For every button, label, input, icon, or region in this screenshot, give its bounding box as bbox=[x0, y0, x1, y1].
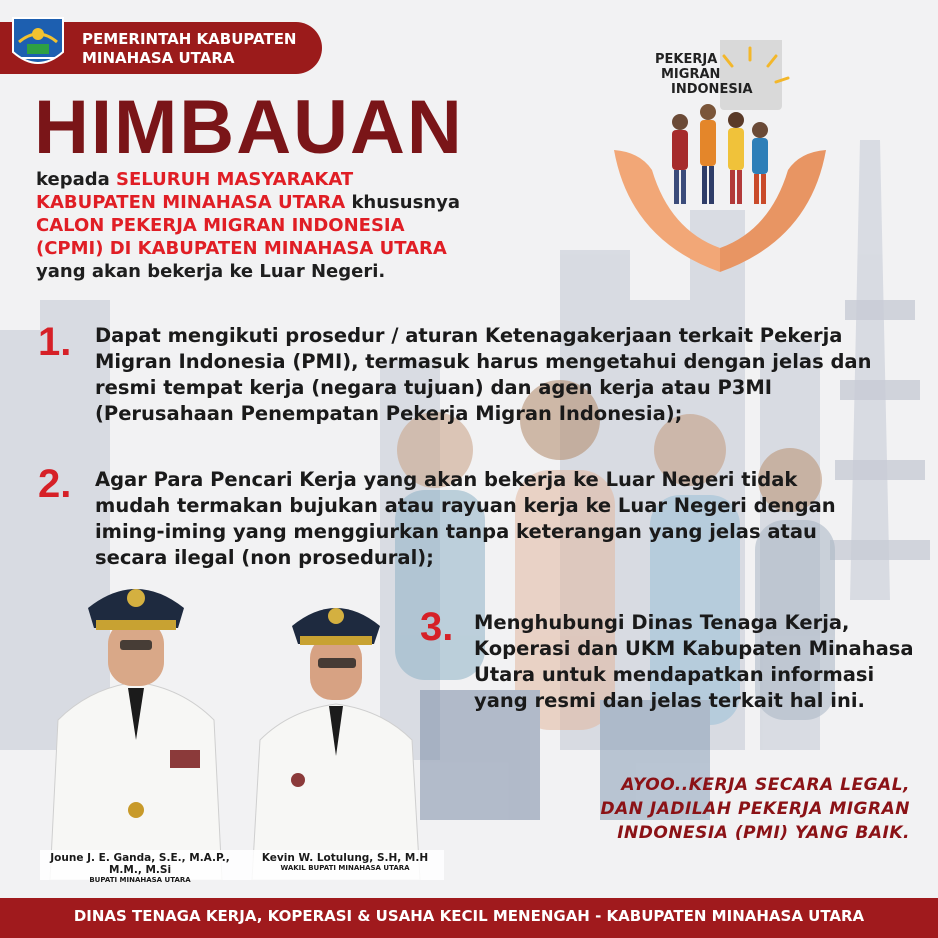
footer-text: DINAS TENAGA KERJA, KOPERASI & USAHA KECIL MENENGAH - KABUPATEN MINAHASA UTARA bbox=[73, 907, 865, 925]
pmi-badge-line-1: PEKERJA bbox=[655, 52, 718, 67]
official-1-name: Joune J. E. Ganda, S.E., M.A.P., M.M., M.Si bbox=[50, 852, 230, 876]
official-2-figure bbox=[252, 608, 420, 880]
header-line-2: MINAHASA UTARA bbox=[82, 49, 235, 67]
official-2-caption bbox=[250, 852, 440, 872]
official-2-name: Kevin W. Lotulung, S.H, M.H bbox=[261, 852, 429, 864]
header-line-1: PEMERINTAH KABUPATEN bbox=[82, 30, 297, 48]
intro-paragraph bbox=[36, 168, 476, 283]
closing-line-3: INDONESIA (PMI) YANG BAIK. bbox=[617, 823, 910, 843]
item-number-3: 3. bbox=[420, 605, 454, 649]
official-1-caption bbox=[40, 852, 240, 884]
intro-highlight-1: SELURUH MASYARAKAT KABUPATEN MINAHASA UTARA bbox=[36, 169, 354, 213]
official-2-role: WAKIL BUPATI MINAHASA UTARA bbox=[280, 864, 410, 872]
pmi-badge-line-2: MIGRAN bbox=[661, 67, 721, 82]
intro-text-1: kepada bbox=[36, 169, 117, 190]
closing-line-1: AYOO..KERJA SECARA LEGAL, bbox=[621, 775, 910, 795]
regency-logo-icon bbox=[9, 12, 67, 74]
official-1-role: BUPATI MINAHASA UTARA bbox=[89, 876, 191, 884]
header-title bbox=[82, 30, 297, 68]
item-number-2: 2. bbox=[38, 462, 72, 506]
item-text-2: Agar Para Pencari Kerja yang akan bekerja ke Luar Negeri tidak mudah termakan bujukan atau rayuan kerja ke Luar Negeri dengan iming-iming yang menggiurkan tanpa keterangan yang jelas atau secara ilegal (non prosedural); bbox=[95, 468, 836, 569]
closing-slogan bbox=[560, 773, 910, 845]
official-1-figure bbox=[50, 589, 222, 880]
intro-highlight-2: CALON PEKERJA MIGRAN INDONESIA (CPMI) DI KABUPATEN MINAHASA UTARA bbox=[36, 215, 447, 259]
pmi-badge-text bbox=[655, 52, 753, 97]
intro-text-2: khususnya bbox=[345, 192, 460, 213]
intro-text-3: yang akan bekerja ke Luar Negeri. bbox=[36, 261, 386, 282]
closing-line-2: DAN JADILAH PEKERJA MIGRAN bbox=[600, 799, 910, 819]
page-title: HIMBAUAN bbox=[34, 85, 464, 170]
officials-photo bbox=[40, 570, 444, 880]
item-text-3: Menghubungi Dinas Tenaga Kerja, Koperasi dan UKM Kabupaten Minahasa Utara untuk mendapatkan informasi yang resmi dan jelas terkait hal ini. bbox=[474, 611, 914, 712]
pmi-badge-line-3: INDONESIA bbox=[671, 82, 753, 97]
item-number-1: 1. bbox=[38, 320, 72, 364]
item-text-1: Dapat mengikuti prosedur / aturan Ketenagakerjaan terkait Pekerja Migran Indonesia (PMI), termasuk harus mengetahui dengan jelas dan resmi tempat kerja (negara tujuan) dan agen kerja atau P3MI (Perusahaan Penempatan Pekerja Migran Indonesia); bbox=[95, 324, 872, 425]
